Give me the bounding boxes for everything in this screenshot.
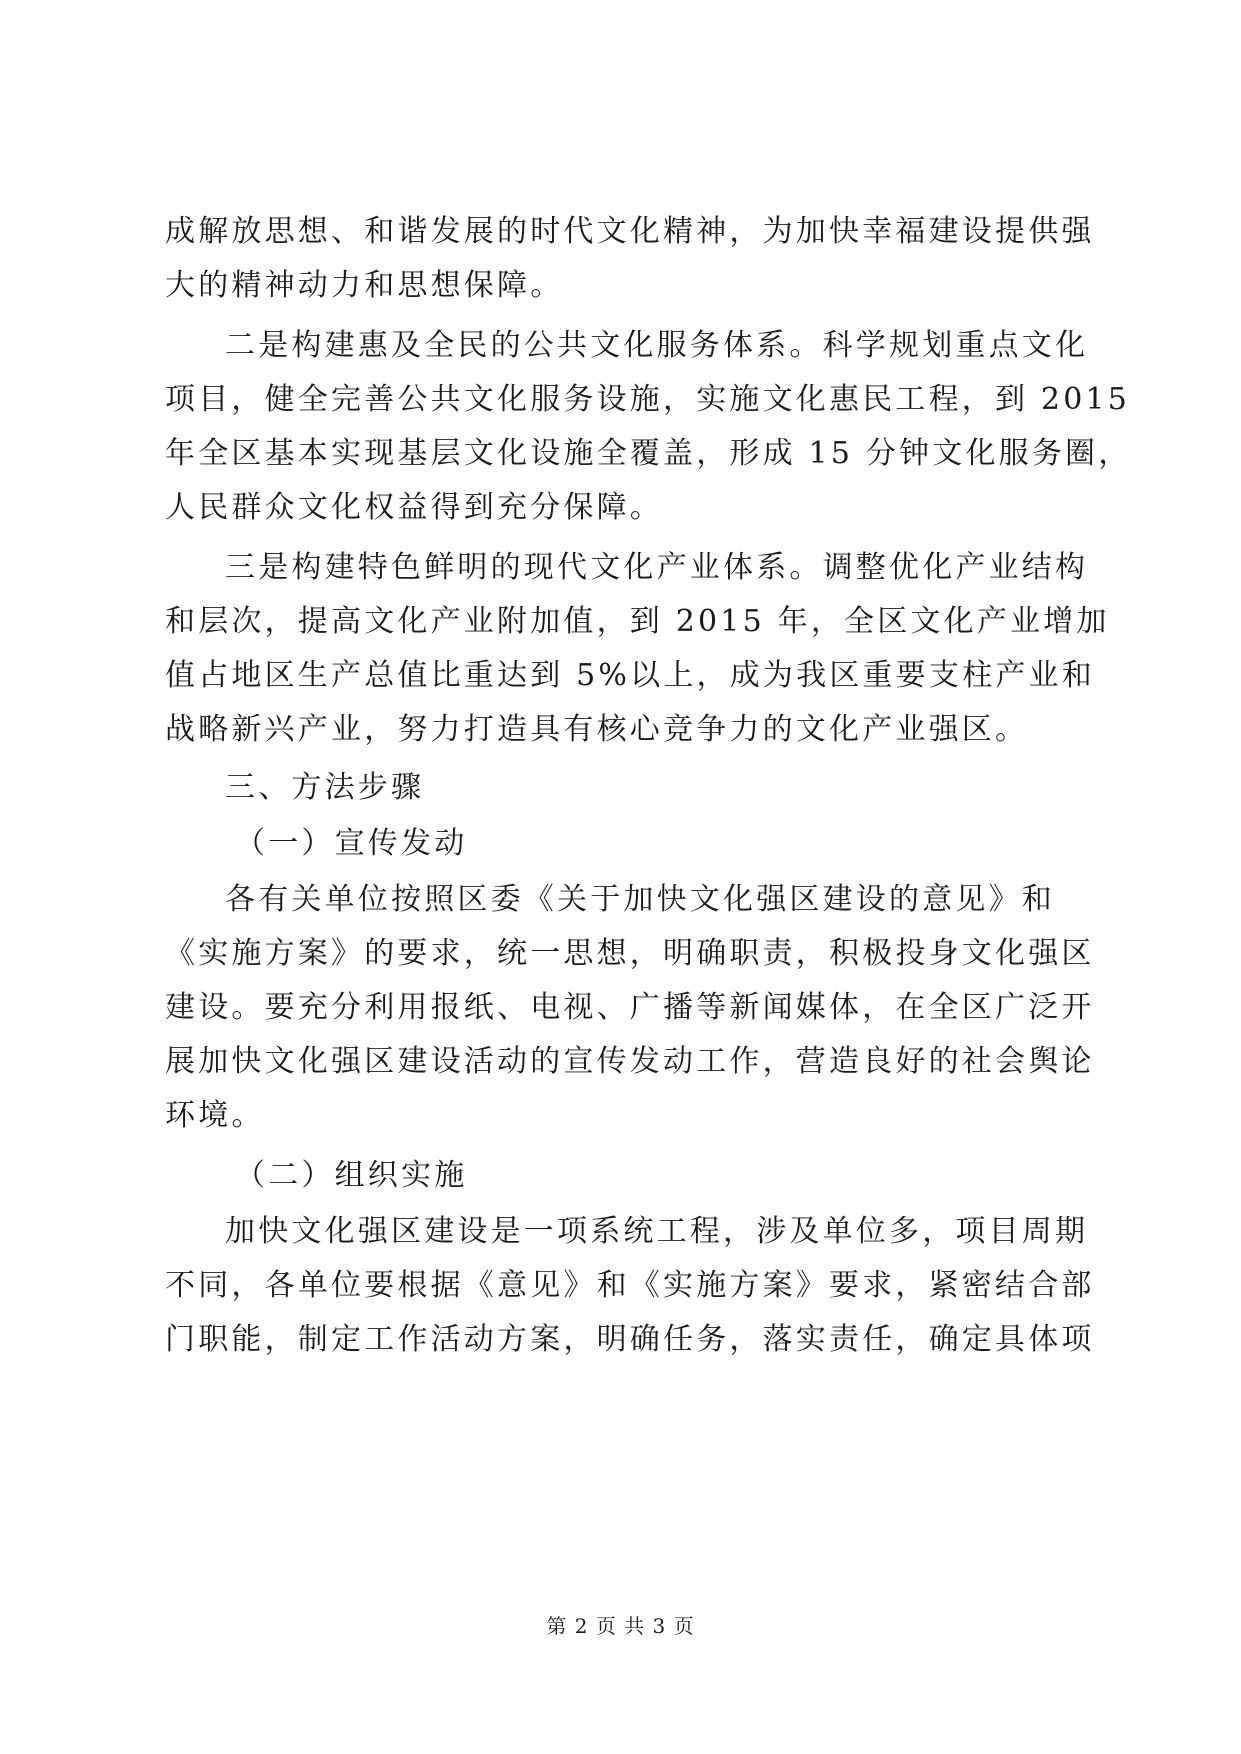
paragraph-line: 门职能，制定工作活动方案，明确任务，落实责任，确定具体项 <box>165 1322 1095 1357</box>
page-number-footer: 第 2 页 共 3 页 <box>546 1614 695 1638</box>
paragraph-line: 大的精神动力和思想保障。 <box>165 268 564 303</box>
paragraph-line: 年全区基本实现基层文化设施全覆盖，形成 15 分钟文化服务圈， <box>165 436 1132 471</box>
paragraph-line: 人民群众文化权益得到充分保障。 <box>165 490 663 525</box>
paragraph-line: 成解放思想、和谐发展的时代文化精神，为加快幸福建设提供强 <box>165 214 1095 249</box>
subsection-heading: （一）宣传发动 <box>235 826 468 861</box>
paragraph-line: 三是构建特色鲜明的现代文化产业体系。调整优化产业结构 <box>225 550 1089 585</box>
paragraph-line: 《实施方案》的要求，统一思想，明确职责，积极投身文化强区 <box>165 936 1095 971</box>
paragraph-line: 展加快文化强区建设活动的宣传发动工作，营造良好的社会舆论 <box>165 1044 1095 1079</box>
paragraph-line: 值占地区生产总值比重达到 5%以上，成为我区重要支柱产业和 <box>165 658 1095 693</box>
section-heading: 三、方法步骤 <box>225 770 425 805</box>
paragraph-line: 环境。 <box>165 1098 265 1133</box>
paragraph-line: 建设。要充分利用报纸、电视、广播等新闻媒体，在全区广泛开 <box>165 990 1095 1025</box>
paragraph-line: 不同，各单位要根据《意见》和《实施方案》要求，紧密结合部 <box>165 1268 1095 1303</box>
paragraph-line: 加快文化强区建设是一项系统工程，涉及单位多，项目周期 <box>225 1214 1089 1249</box>
paragraph-line: 项目，健全完善公共文化服务设施，实施文化惠民工程，到 2015 <box>165 382 1131 417</box>
subsection-heading: （二）组织实施 <box>235 1158 468 1193</box>
paragraph-line: 和层次，提高文化产业附加值，到 2015 年，全区文化产业增加 <box>165 604 1110 639</box>
paragraph-line: 二是构建惠及全民的公共文化服务体系。科学规划重点文化 <box>225 328 1089 363</box>
paragraph-line: 各有关单位按照区委《关于加快文化强区建设的意见》和 <box>225 882 1055 917</box>
paragraph-line: 战略新兴产业，努力打造具有核心竞争力的文化产业强区。 <box>165 712 1029 747</box>
